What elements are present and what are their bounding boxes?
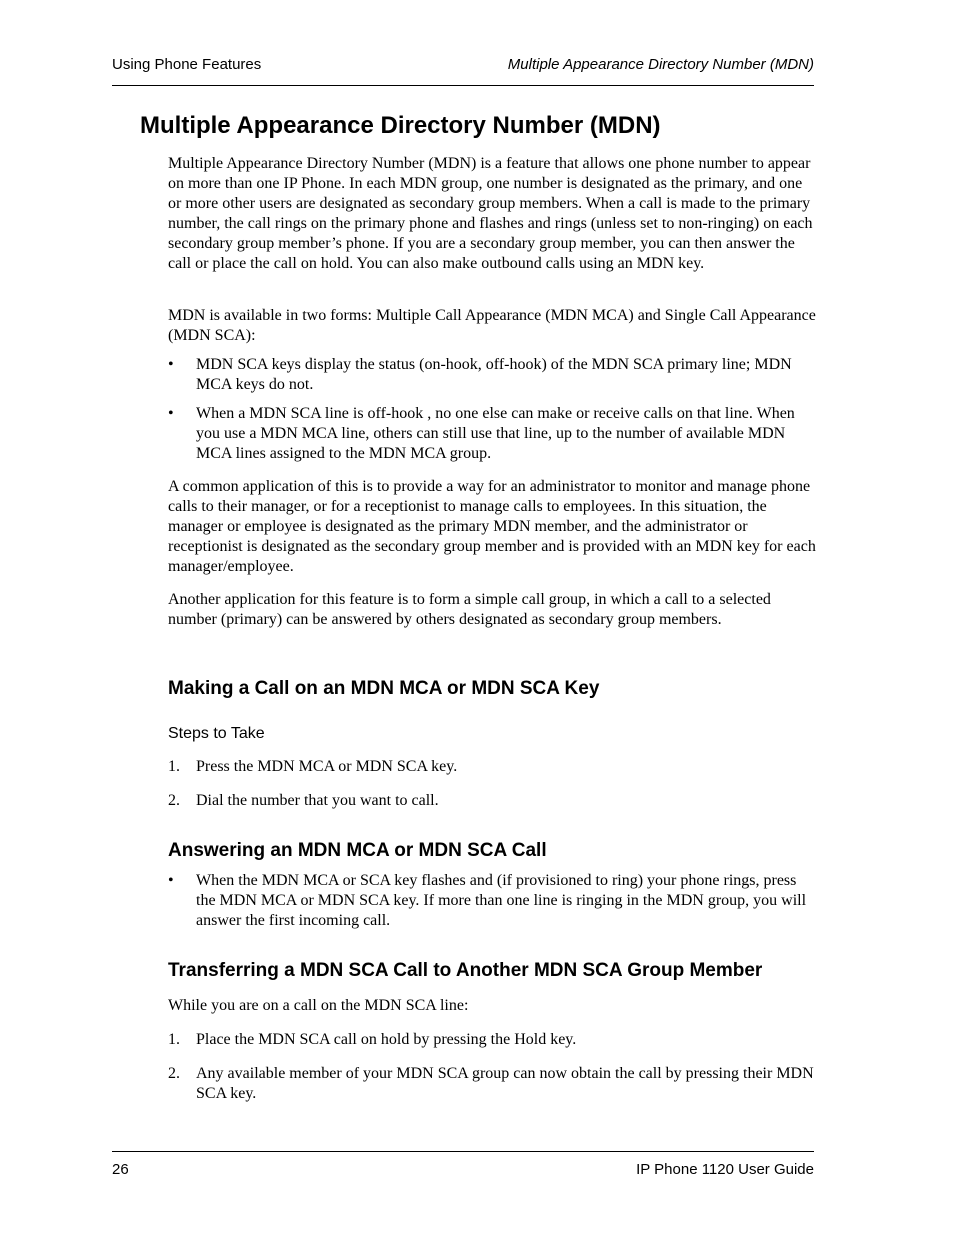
bullet-marker: • [168, 405, 174, 422]
intro-paragraph-3: A common application of this is to provide a way for an administrator to monitor and manage phone calls to their manager, or for a receptionist to manage calls to employees. In this situation, the manager or employee is designated as the primary MDN member, and the administrator or receptionist is designated as the secondary group member and is provided with an MDN key for each manager/employee. [168, 478, 816, 575]
running-footer [112, 1151, 814, 1182]
bullet-marker: • [168, 356, 174, 373]
step-text: Place the MDN SCA call on hold by pressing the Hold key. [196, 1031, 577, 1048]
guide-title: IP Phone 1120 User Guide [636, 1161, 814, 1178]
transfer-intro: While you are on a call on the MDN SCA line: [168, 997, 469, 1014]
intro-paragraph-1: Multiple Appearance Directory Number (MDN) is a feature that allows one phone number to appear on more than one IP Phone. In each MDN group, one number is designated as the primary, and one or more other users are designated as secondary group members. When a call is made to the primary number, the call rings on the primary phone and flashes and rings (unless set to non-ringing) on each secondary group member’s phone. If you are a secondary group member, you can then answer the call or place the call on hold. You can also make outbound calls using an MDN key. [168, 155, 813, 272]
intro-paragraph-4: Another application for this feature is to form a simple call group, in which a call to a selected number (primary) can be answered by others designated as secondary group members. [168, 591, 771, 628]
section-heading-transferring: Transferring a MDN SCA Call to Another MDN SCA Group Member [168, 960, 763, 981]
bullet-marker: • [168, 872, 174, 889]
header-section: Multiple Appearance Directory Number (MDN) [507, 56, 814, 73]
header-chapter: Using Phone Features [112, 56, 262, 73]
steps-label: Steps to Take [168, 725, 265, 742]
step-text: Press the MDN MCA or MDN SCA key. [196, 758, 458, 775]
step-text: Any available member of your MDN SCA group can now obtain the call by pressing their MDN SCA key. [196, 1065, 814, 1102]
section-heading-answering: Answering an MDN MCA or MDN SCA Call [168, 840, 547, 861]
step-number: 2. [168, 1065, 180, 1082]
list-item-text: MDN SCA keys display the status (on-hook, off-hook) of the MDN SCA primary line; MDN MCA keys do not. [196, 356, 792, 393]
section-heading-making-call: Making a Call on an MDN MCA or MDN SCA Key [168, 678, 600, 699]
step-number: 1. [168, 758, 180, 775]
page-title: Multiple Appearance Directory Number (MDN) [140, 112, 661, 139]
running-header [112, 55, 814, 86]
list-item-text: When the MDN MCA or SCA key flashes and (if provisioned to ring) your phone rings, press the MDN MCA or MDN SCA key. If more than one line is ringing in the MDN group, you will answer the first incoming call. [196, 872, 807, 929]
list-item-text: When a MDN SCA line is off-hook , no one else can make or receive calls on that line. When you use a MDN MCA line, others can still use that line, up to the number of available MDN MCA lines assigned to the MDN MCA group. [196, 405, 795, 462]
step-number: 1. [168, 1031, 180, 1048]
step-number: 2. [168, 792, 180, 809]
page-number: 26 [112, 1161, 129, 1178]
intro-paragraph-2: MDN is available in two forms: Multiple Call Appearance (MDN MCA) and Single Call Appearance (MDN SCA): [168, 307, 816, 344]
step-text: Dial the number that you want to call. [196, 792, 439, 809]
